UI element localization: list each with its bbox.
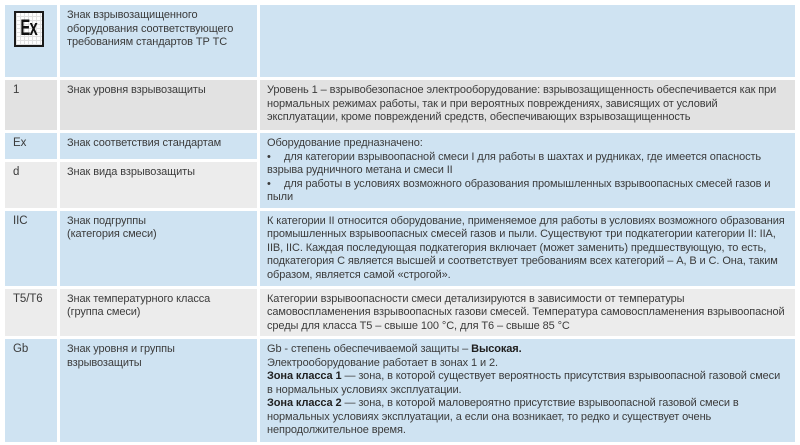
label-cell — [60, 289, 257, 337]
description-paragraph — [267, 370, 788, 397]
description-cell-merged — [260, 133, 795, 208]
text-segment-bold: Высокая. — [471, 343, 522, 355]
table-row — [5, 289, 795, 337]
text-segment: Gb - степень обеспечиваемой защиты – — [267, 343, 472, 355]
description-cell: К категории II относится оборудование, применяемое для работы в условиях возможного образования промышленных взрывоопасных смесей газов и пыли. Существуют три подкатегории категории II: IIA, IIB, IIC. Каждая последующая подкатегория включает (может заменить) предшествующую, то есть, подкатегория С является высшей и соответствует требованиям всех категорий – А, В и С. Она, таким образом, является самой «строгой». — [260, 211, 795, 286]
label-cell — [60, 211, 257, 286]
text-segment-bold: Зона класса 2 — [267, 397, 342, 409]
label-line: (категория смеси) — [67, 228, 157, 240]
label-cell: Знак вида взрывозащиты — [60, 162, 257, 207]
table-row — [5, 80, 795, 130]
symbol-cell: T5/T6 — [5, 289, 57, 337]
text-segment: — зона, в которой существует вероятность присутствия взрывоопасной газовой смеси в нормальных условиях эксплуатации. — [267, 370, 781, 396]
description-intro: Оборудование предназначено: — [267, 137, 423, 149]
description-cell — [260, 5, 795, 77]
bullet-text: для работы в условиях возможного образования промышленных взрывоопасных смесей газов и пыли — [267, 177, 771, 203]
symbol-cell: d — [5, 162, 57, 207]
description-paragraph — [267, 343, 788, 357]
table-row — [5, 133, 795, 159]
table-row — [5, 5, 795, 77]
table-row — [5, 339, 795, 442]
label-cell: Знак уровня взрывозащиты — [60, 80, 257, 130]
table-row — [5, 211, 795, 286]
ex-marking-table — [2, 2, 798, 445]
label-line: (группа смеси) — [67, 306, 141, 318]
text-segment: Электрооборудование работает в зонах 1 и 2. — [267, 356, 498, 369]
symbol-cell: 1 — [5, 80, 57, 130]
description-paragraph — [267, 397, 788, 438]
bullet-icon: • — [267, 150, 271, 163]
description-cell: Уровень 1 – взрывобезопасное электрооборудование: взрывозащищенность обеспечивается как при нормальных режимах работы, так и при вероятных повреждениях, зависящих от условий эксплуатации, кроме повреждений средств, обеспечивающих взрывозащищенность — [260, 80, 795, 130]
description-cell: Категории взрывоопасности смеси детализируются в зависимости от температуры самовоспламенения взрывоопасных газови смесей. Температура самовоспламенения взрывоопасной среды для класса Т5 – свыше 100 °С, для Т6 – свыше 85 °С — [260, 289, 795, 337]
bullet-icon: • — [267, 177, 271, 190]
symbol-cell — [5, 5, 57, 77]
text-segment: — зона, в которой маловероятно присутствие взрывоопасной газовой смеси в нормальных условиях эксплуатации, а если она возникает, то редко и существует очень непродолжительное время. — [267, 397, 739, 436]
description-cell — [260, 339, 795, 442]
symbol-cell: Ex — [5, 133, 57, 159]
description-paragraph — [267, 357, 788, 371]
bullet-line — [267, 178, 788, 205]
label-cell: Знак уровня и группы взрывозащиты — [60, 339, 257, 442]
ex-marking-icon — [14, 11, 44, 47]
label-line: Знак подгруппы — [67, 214, 146, 227]
label-cell: Знак взрывозащищенного оборудования соответствующего требованиям стандартов ТР ТС — [60, 5, 257, 77]
ex-badge-text: Ex — [20, 16, 38, 41]
bullet-line — [267, 151, 788, 178]
symbol-cell: Gb — [5, 339, 57, 442]
text-segment-bold: Зона класса 1 — [267, 370, 342, 382]
label-line: Знак температурного класса — [67, 292, 211, 305]
bullet-text: для категории взрывоопасной смеси I для работы в шахтах и рудниках, где имеется опасность взрыва рудничного метана и смеси II — [267, 150, 762, 176]
symbol-cell: IIC — [5, 211, 57, 286]
label-cell: Знак соответствия стандартам — [60, 133, 257, 159]
